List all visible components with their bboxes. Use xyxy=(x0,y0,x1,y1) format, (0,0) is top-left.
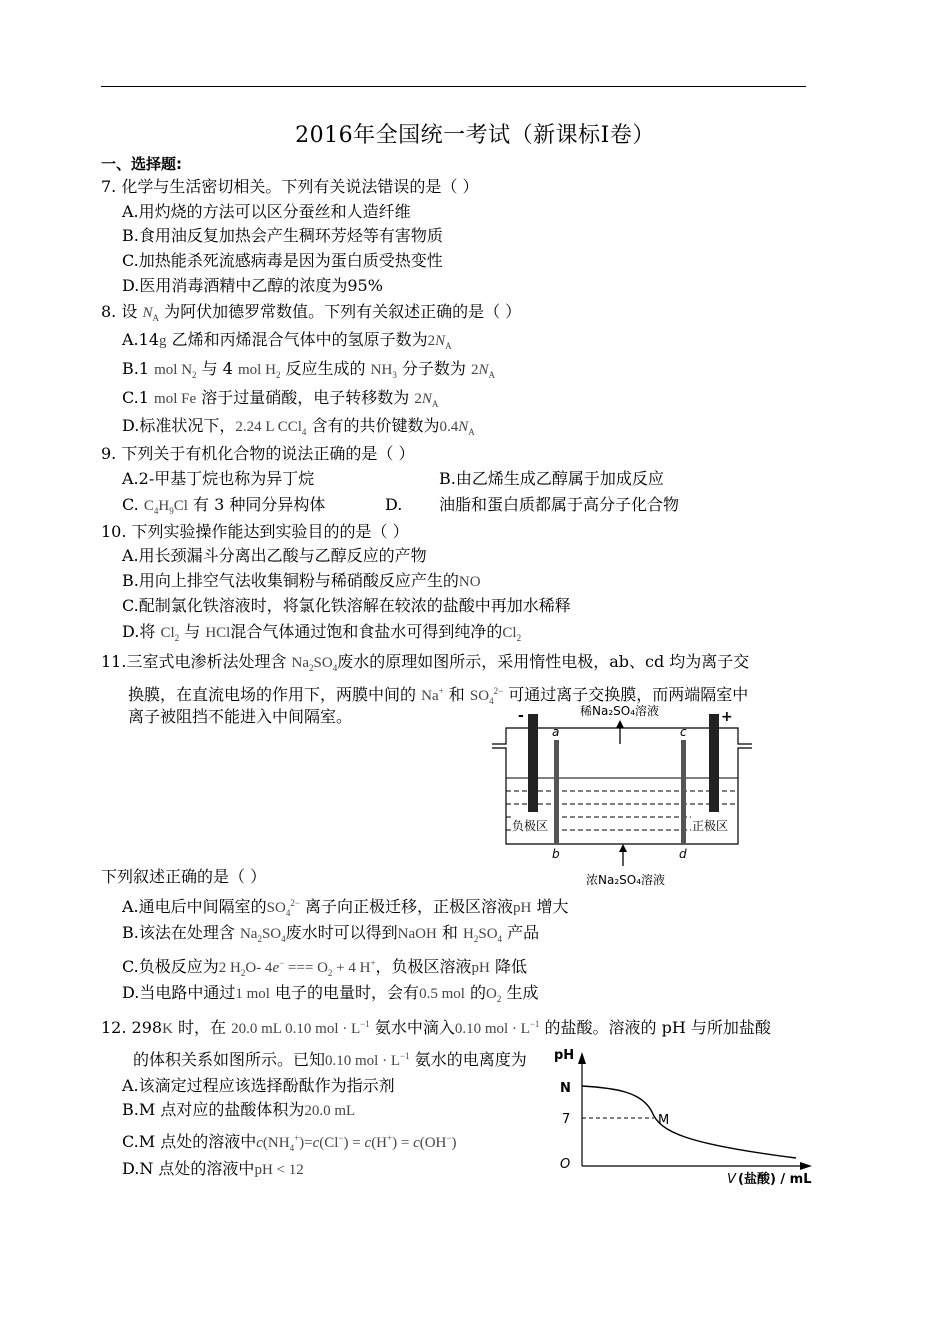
electrodialysis-diagram xyxy=(488,696,758,892)
point-n-label: N xyxy=(560,1081,571,1096)
q11-option-d: D.当电路中通过1 mol 电子的电量时，会有0.5 mol 的$O_2$ 生成 xyxy=(122,983,539,1004)
titration-curve xyxy=(582,1086,796,1158)
label-a: a xyxy=(552,725,560,739)
label-d: d xyxy=(679,847,687,861)
page-title: 2016年全国统一考试（新课标I卷） xyxy=(295,123,655,148)
ph-7-label: 7 xyxy=(562,1112,571,1127)
positive-region-label: 正极区 xyxy=(692,819,729,833)
q10-option-d: D.将 $Cl_2$ 与 HCl混合气体通过饱和食盐水可得到纯净的$Cl_2$ xyxy=(122,622,522,643)
q7-option-d: D.医用消毒酒精中乙醇的浓度为95% xyxy=(122,276,383,295)
negative-electrode xyxy=(528,714,538,812)
q8-option-c: C.1 mol Fe 溶于过量硝酸，电子转移数为 $2N_A$ xyxy=(122,388,439,409)
q9-option-a: A.2-甲基丁烷也称为异丁烷 xyxy=(122,469,315,488)
q8-option-d: D.标准状况下，2.24 L CCl$_4$ 含有的共价键数为$0.4N_A$ xyxy=(122,416,475,437)
q11-ask: 下列叙述正确的是（ ） xyxy=(101,867,267,886)
q7-option-c: C.加热能杀死流感病毒是因为蛋白质受热变性 xyxy=(122,251,443,270)
q12-option-d: D.N 点处的溶液中pH < 12 xyxy=(122,1159,304,1178)
bottom-solution-label: 浓Na₂SO₄溶液 xyxy=(586,873,666,887)
q12-option-a: A.该滴定过程应该选择酚酞作为指示剂 xyxy=(122,1076,395,1095)
negative-sign: - xyxy=(518,708,524,724)
q10-stem: 10. 下列实验操作能达到实验目的的是（ ） xyxy=(101,522,409,541)
membrane-ab xyxy=(554,740,559,844)
section-heading: 一、选择题: xyxy=(101,155,182,173)
q7-stem: 7. 化学与生活密切相关。下列有关说法错误的是（ ） xyxy=(101,177,479,196)
top-arrowhead xyxy=(616,720,624,728)
x-axis-label: (盐酸) / mL xyxy=(738,1172,812,1187)
top-solution-label: 稀Na₂SO₄溶液 xyxy=(580,704,660,718)
q10-option-b: B.用向上排空气法收集铜粉与稀硝酸反应产生的NO xyxy=(122,571,481,590)
negative-region-label: 负极区 xyxy=(512,819,549,833)
q12-option-c: C.M 点处的溶液中$c(NH_4^+)=c(Cl^-) = c(H^+) = c(OH^-)$ xyxy=(122,1132,457,1153)
q11-option-a: A.通电后中间隔室的$SO_4^{2-}$ 离子向正极迁移，正极区溶液pH 增大 xyxy=(122,897,569,918)
q9-option-d-label: D. xyxy=(385,495,403,514)
q11-stem-line3: 离子被阻挡不能进入中间隔室。 xyxy=(128,707,353,726)
y-axis-label: pH xyxy=(554,1048,575,1063)
q8-option-b: B.1 mol $N_2$ 与 4 mol $H_2$ 反应生成的 $NH_3$ 分子数为 $2N_A$ xyxy=(122,359,496,380)
label-c: c xyxy=(680,725,687,739)
q12-option-b: B.M 点对应的盐酸体积为20.0 mL xyxy=(122,1100,356,1119)
q11-stem-line1: 11.三室式电渗析法处理含 $Na_2SO_4$废水的原理如图所示，采用惰性电极，ab、cd 均为离子交 xyxy=(101,652,750,673)
header-rule xyxy=(101,86,806,87)
q11-option-c: C.负极反应为2 $H_2O-$ 4e− === $O_2 + 4$ H+，负极区溶液pH 降低 xyxy=(122,957,527,978)
positive-sign: + xyxy=(721,709,733,725)
point-m-label: M xyxy=(658,1113,670,1128)
x-axis-label-v: V xyxy=(727,1172,736,1187)
q7-option-b: B.食用油反复加热会产生稠环芳烃等有害物质 xyxy=(122,226,443,245)
q9-option-b: B.由乙烯生成乙醇属于加成反应 xyxy=(439,469,664,488)
q7-option-a: A.用灼烧的方法可以区分蚕丝和人造纤维 xyxy=(122,202,411,221)
q12-stem-line1: 12. 298K 时，在 20.0 mL 0.10 mol · $L^{-1}$ 氨水中滴入0.10 mol · $L^{-1}$ 的盐酸。溶液的 pH 与所加盐酸 xyxy=(101,1018,771,1037)
positive-electrode xyxy=(709,714,719,812)
label-b: b xyxy=(552,847,560,861)
q9-stem: 9. 下列关于有机化合物的说法正确的是（ ） xyxy=(101,444,415,463)
q11-option-b: B.该法在处理含 $Na_2SO_4$废水时可以得到NaOH 和 $H_2SO_4$ 产品 xyxy=(122,923,540,944)
ph-titration-graph xyxy=(546,1042,836,1192)
q9-option-c: C. $C_4H_9Cl$ 有 3 种同分异构体 xyxy=(122,495,326,516)
bottom-arrowhead xyxy=(619,844,627,852)
q11-stem-line2: 换膜，在直流电场的作用下，两膜中间的 Na+ 和 $SO_4^{2-}$ 可通过离子交换膜，而两端隔室中 xyxy=(128,685,749,706)
q10-option-c: C.配制氯化铁溶液时，将氯化铁溶解在较浓的盐酸中再加水稀释 xyxy=(122,596,571,615)
q8-stem: 8. 设 $N_A$ 为阿伏加德罗常数值。下列有关叙述正确的是（ ） xyxy=(101,302,522,323)
q10-option-a: A.用长颈漏斗分离出乙酸与乙醇反应的产物 xyxy=(122,546,427,565)
q8-option-a: A.14g 乙烯和丙烯混合气体中的氢原子数为$2N_A$ xyxy=(122,330,452,351)
membrane-cd xyxy=(681,740,686,844)
q9-option-d: 油脂和蛋白质都属于高分子化合物 xyxy=(439,495,680,514)
origin-label: O xyxy=(560,1157,571,1172)
q12-stem-line2: 的体积关系如图所示。已知0.10 mol · $L^{-1}$ 氨水的电离度为 xyxy=(133,1050,527,1069)
